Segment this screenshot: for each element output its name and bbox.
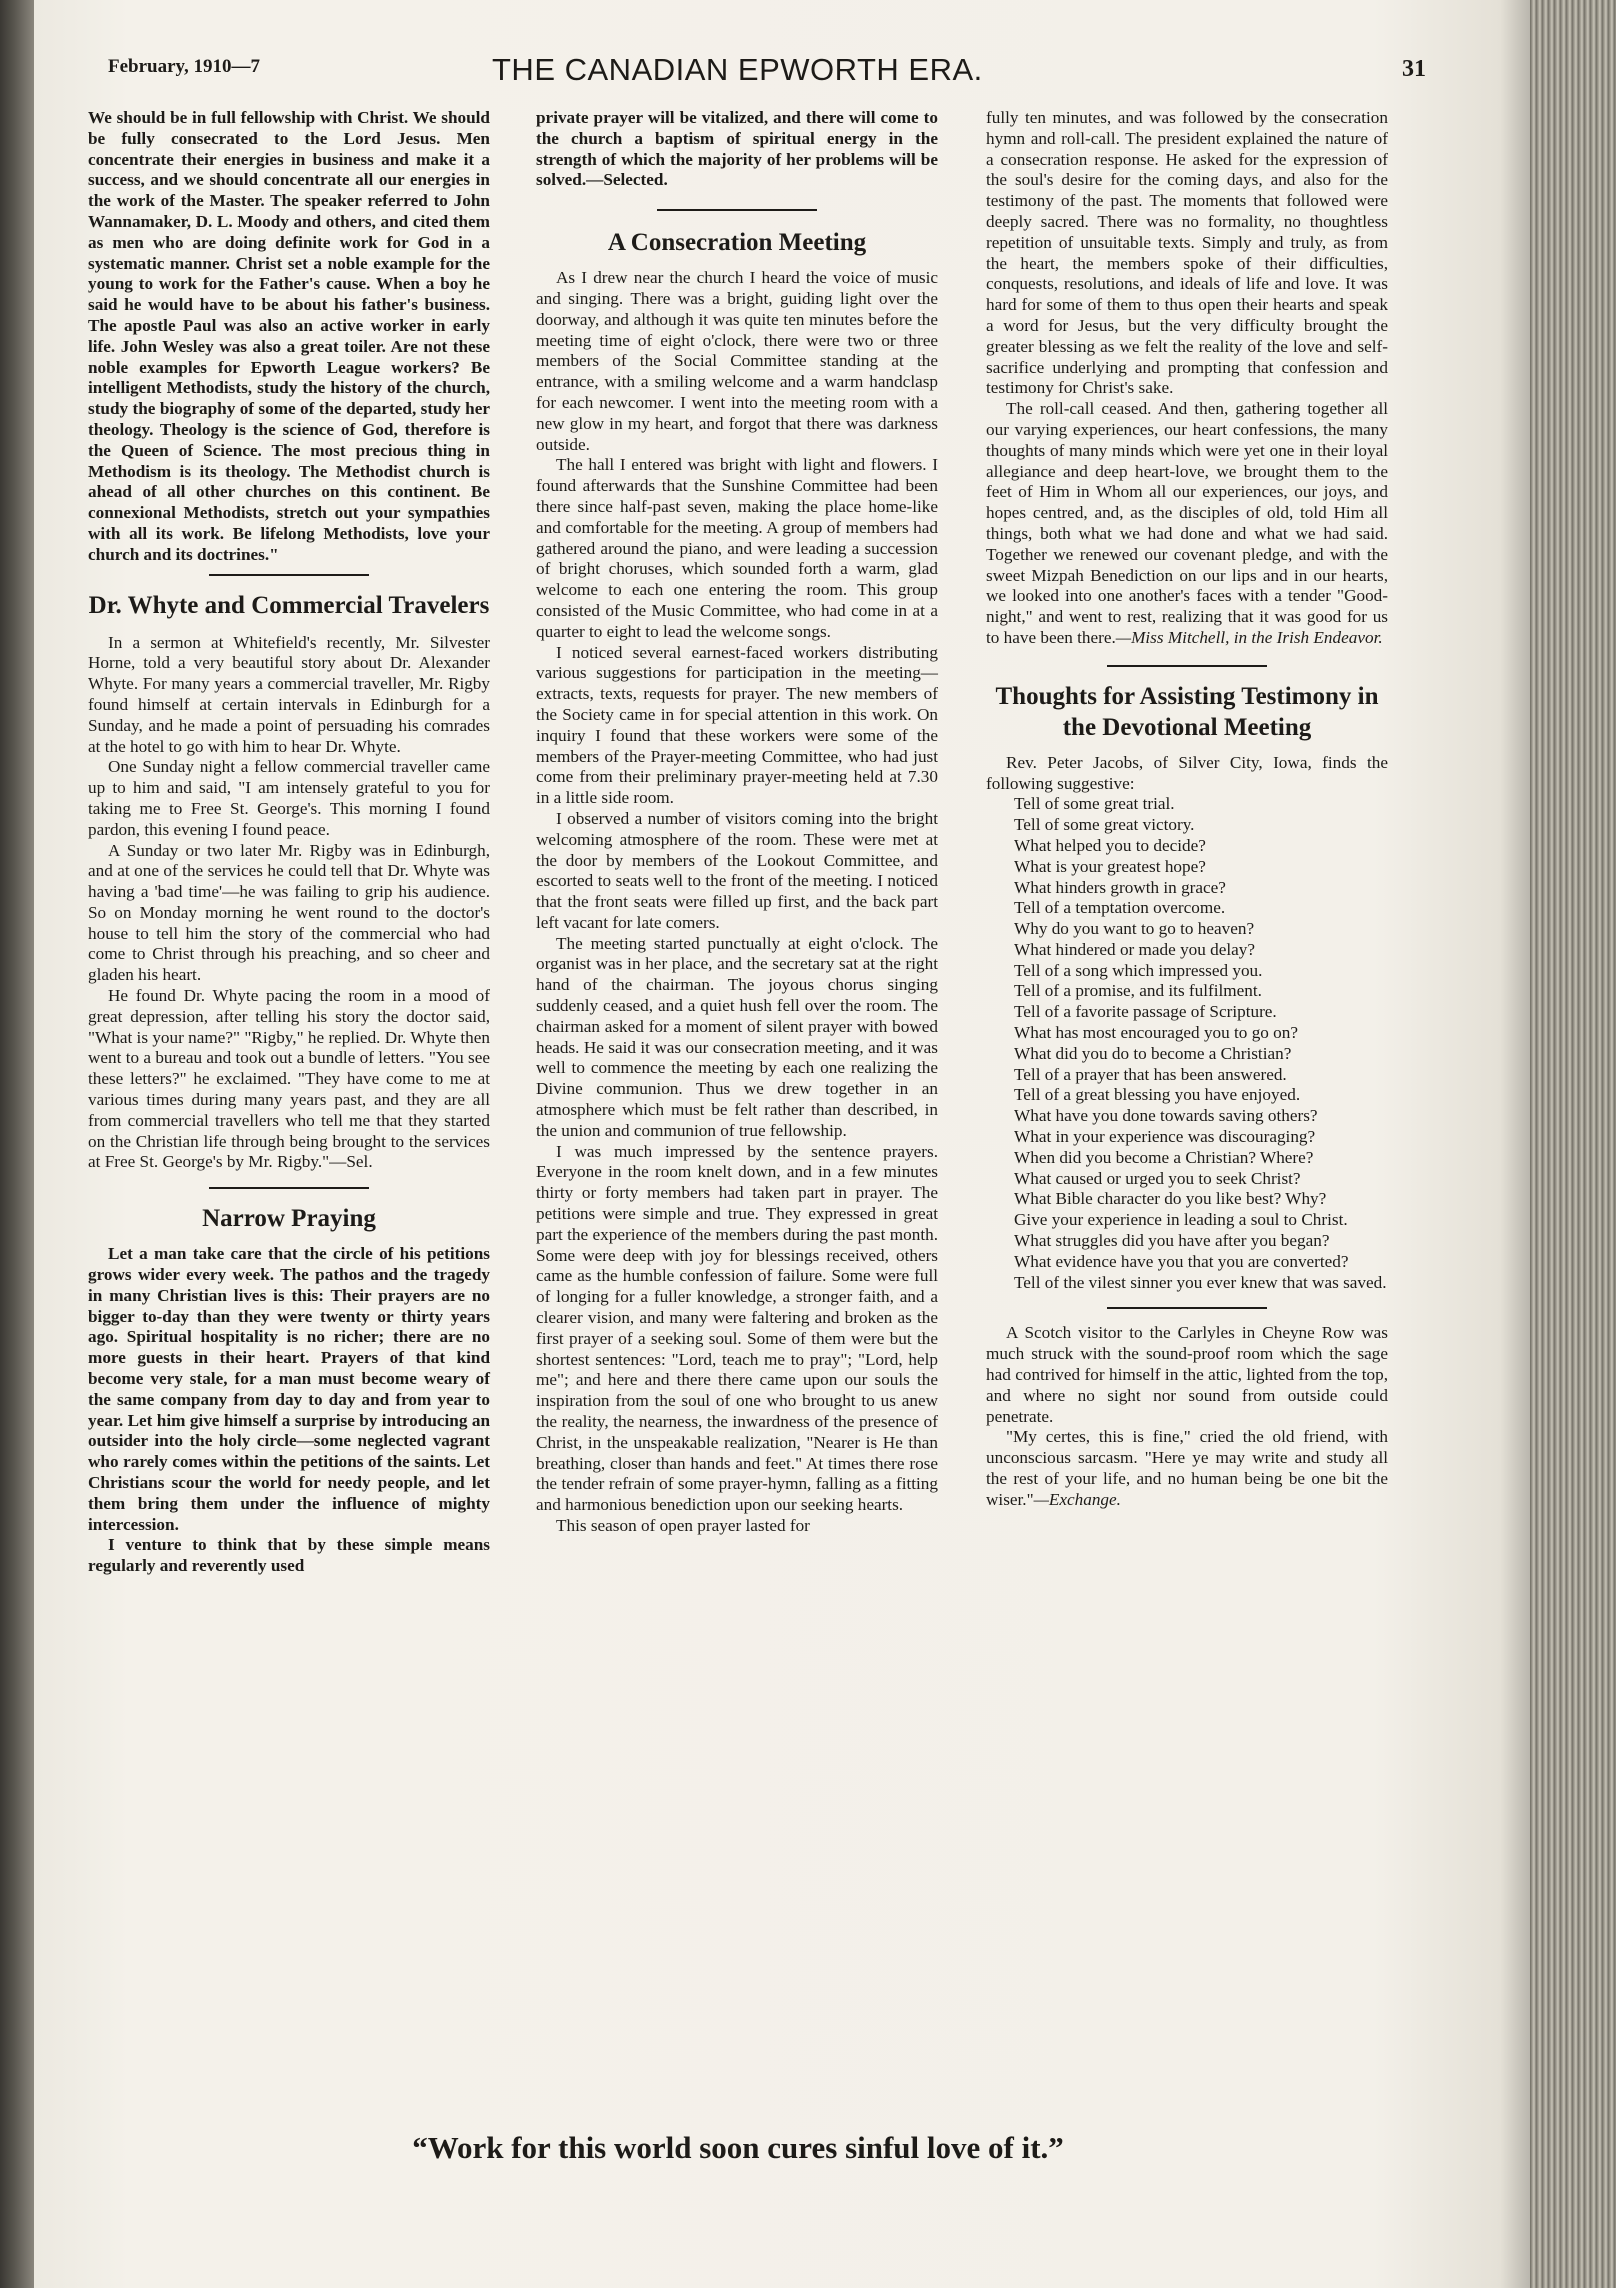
article-title-thoughts: Thoughts for Assisting Testimony in the Devotional Meeting <box>995 682 1379 741</box>
suggestion-item: What have you done towards saving others? <box>1014 1106 1318 1126</box>
carlyle-paragraph-2 <box>986 1427 1388 1510</box>
whyte-paragraph-2: One Sunday night a fellow commercial traveller came up to him and said, "I am intensely grateful to you for taking me to Free St. George's. This morning I found pardon, this evening I found peace. <box>88 757 490 839</box>
suggestion-item: What has most encouraged you to go on? <box>1014 1023 1298 1043</box>
suggestion-item: What helped you to decide? <box>1014 835 1206 855</box>
whyte-paragraph-4: He found Dr. Whyte pacing the room in a mood of great depression, after telling his story the doctor said, "What is your name?" "Rigby," he replied. Dr. Whyte then went to a bureau and took out a bundle of letters. "You see these letters?" he exclaimed. "They have come to me at various times during many years past, and they are all from commercial travellers who tell me that they started on the Christian life through being brought to the services at Free St. George's by Mr. Rigby."—Sel. <box>88 986 490 1172</box>
issue-date: February, 1910—7 <box>108 56 260 77</box>
suggestion-item: Tell of the vilest sinner you ever knew that was saved. <box>1014 1272 1387 1292</box>
narrow-paragraph-1: Let a man take care that the circle of his petitions grows wider every week. The pathos and the tragedy in many Christian lives is this: Their prayers are no bigger to-day than they were twenty or thirty years ago. Spiritual hospitality is no richer; there are no more guests in their heart. Prayers of that kind become very stale, for a man must become weary of the same company from day to day and from year to year. Let him give himself a surprise by introducing an outsider into the holy circle—some neglected vagrant who rarely comes within the petitions of the saints. Let Christians scour the world for needy people, and let them bring them under the influence of mighty intercession. <box>88 1244 490 1534</box>
section-divider <box>1107 1307 1267 1309</box>
consecration-paragraph-7: This season of open prayer lasted for <box>556 1516 810 1535</box>
suggestion-item: What hinders growth in grace? <box>1014 877 1226 897</box>
column-2 <box>536 108 938 1537</box>
suggestion-list <box>986 794 1388 1293</box>
narrow-paragraph-2: I venture to think that by these simple means regularly and reverently used <box>88 1535 490 1576</box>
whyte-paragraph-3: A Sunday or two later Mr. Rigby was in Edinburgh, and at one of the services he could tell that Dr. Whyte was having a 'bad time'—he was failing to grip his audience. So on Monday morning he went round to the doctor's house to tell him the story of the commercial who had come to Christ through his preaching, and so cheer and gladen his heart. <box>88 840 490 985</box>
column-3 <box>986 108 1388 1511</box>
suggestion-item: Tell of a temptation overcome. <box>1014 898 1226 918</box>
consecration-paragraph-6: I was much impressed by the sentence prayers. Everyone in the room knelt down, and in a few minutes thirty or forty members had taken part in prayer. The petitions were simple and true. They expressed in great part the experience of the members during the past month. Some were deep with joy for blessings received, others came as the humble confession of failure. Some were full of longing for a fuller knowledge, a stronger faith, and a clearer vision, and many were faltering and broken as the first prayer of a seeking soul. Some of them were but the shortest sentences: "Lord, teach me to pray"; "Lord, help me"; and here and there there came upon our souls the inspiration from the soul of one who brought to us anew the reality, the nearness, the inwardness of the presence of Christ, in the unspeakable realization, "Nearer is He than breathing, closer than hands and feet." At times there rose the tender refrain of some prayer-hymn, falling as a fitting and harmonious benediction upon our seeking hearts. <box>536 1141 938 1515</box>
suggestion-item: Give your experience in leading a soul to Christ. <box>1014 1210 1348 1230</box>
publication-title: THE CANADIAN EPWORTH ERA. <box>492 52 983 87</box>
section-divider <box>209 1187 369 1189</box>
carlyle-paragraph-2-text: "My certes, this is fine," cried the old friend, with unconscious sarcasm. "Here ye may write and study all the rest of your life, and no human being be one bit the wiser." <box>986 1427 1388 1509</box>
suggestion-item: Tell of some great trial. <box>1014 794 1175 814</box>
suggestion-item: What did you do to become a Christian? <box>1014 1043 1292 1063</box>
consecration-closing-text: The roll-call ceased. And then, gathering together all our varying experiences, our heart confessions, the many thoughts of many minds which were yet one in their loyal allegiance and deep heart-love, we brought them to the feet of Him in Whom all our experiences, our joys, and hopes centred, and, as the disciples of old, told Him all things, both what we had done and what we had said. Together we renewed our covenant pledge, and with the sweet Mizpah Benediction on our lips and in our hearts, we looked into one another's faces with a tender "Good-night," and went to rest, realizing that it was good for us to have been there. <box>986 399 1388 647</box>
suggestion-item: When did you become a Christian? Where? <box>1014 1147 1314 1167</box>
suggestion-item: Tell of a promise, and its fulfilment. <box>1014 981 1262 1001</box>
consecration-continuation: fully ten minutes, and was followed by the consecration hymn and roll-call. The president explained the nature of a consecration response. He asked for the expression of the soul's desire for the coming days, and also for the testimony of the past. The moments that followed were deeply sacred. There was no formality, no thoughtless repetition of unsuitable texts. Simply and truly, as from the heart, the members spoke of their difficulties, conquests, resolutions, and ideals of life and love. It was hard for some of them to thus open their hearts and speak a word for Jesus, but the very difficulty brought the greater blessing as we felt the reality of the love and self-sacrifice underlying and prompting that confession and testimony for Christ's sake. <box>986 108 1388 398</box>
article-title-narrow-praying: Narrow Praying <box>202 1205 376 1233</box>
page-number: 31 <box>1402 56 1426 82</box>
running-header <box>106 48 1426 98</box>
carlyle-paragraph-1: A Scotch visitor to the Carlyles in Cheyne Row was much struck with the sound-proof room which the sage had contrived for himself in the attic, lighted from the top, and where no sight nor sound from outside could penetrate. <box>986 1323 1388 1426</box>
suggestion-item: What Bible character do you like best? Why? <box>1014 1189 1327 1209</box>
consecration-paragraph-4: I observed a number of visitors coming into the bright welcoming atmosphere of the room. These were met at the door by members of the Lookout Committee, and escorted to seats well to the front of the meeting. I noticed that the front seats were filled up first, and the back part left vacant for late comers. <box>536 808 938 932</box>
consecration-closing <box>986 399 1388 649</box>
suggestion-item: What is your greatest hope? <box>1014 856 1206 876</box>
suggestion-item: What in your experience was discouraging? <box>1014 1127 1316 1147</box>
suggestion-item: What struggles did you have after you began? <box>1014 1231 1330 1251</box>
section-divider <box>657 209 817 211</box>
section-divider <box>209 574 369 576</box>
footer-quote-text: “Work for this world soon cures sinful love of it.” <box>412 2130 1064 2165</box>
suggestion-item: Why do you want to go to heaven? <box>1014 919 1255 939</box>
article-title-whyte: Dr. Whyte and Commercial Travelers <box>88 591 490 619</box>
suggestion-item: Tell of a song which impressed you. <box>1014 960 1263 980</box>
suggestion-item: Tell of some great victory. <box>1014 815 1195 835</box>
speech-conclusion: We should be in full fellowship with Christ. We should be fully consecrated to the Lord Jesus. Men concentrate their energies in business and make it a success, and we should concentrate all our energies in the work of the Master. The speaker referred to John Wannamaker, D. L. Moody and others, and cited them as men who are doing definite work for God in a systematic manner. Christ set a noble example for the young to work for the Father's cause. When a boy he said he would have to be about his father's business. The apostle Paul was also an active worker in early life. John Wesley was also a great toiler. Are not these noble examples for Epworth League workers? Be intelligent Methodists, study the history of the church, study the biography of some of the departed, study her theology. Theology is the science of God, therefore is the Queen of Science. The most precious thing in Methodism is its theology. The Methodist church is ahead of all other churches on this continent. Be connexional Methodists, stretch out your sympathies with all its work. Be lifelong Methodists, love your church and its doctrines." <box>88 108 490 564</box>
suggestion-item: What evidence have you that you are converted? <box>1014 1251 1349 1271</box>
attribution: —Exchange. <box>1033 1489 1121 1509</box>
consecration-paragraph-1: As I drew near the church I heard the voice of music and singing. There was a bright, guiding light over the doorway, and although it was quite ten minutes before the meeting time of eight o'clock, there were two or three members of the Social Committee standing at the entrance, with a smiling welcome and a warm handclasp for each newcomer. I went into the meeting room with a new glow in my heart, and forgot that there was darkness outside. <box>536 268 938 454</box>
attribution: —Miss Mitchell, in the Irish Endeavor. <box>1115 627 1383 647</box>
article-title-consecration: A Consecration Meeting <box>607 229 867 257</box>
consecration-paragraph-2: The hall I entered was bright with light and flowers. I found afterwards that the Sunshine Committee had been there since half-past seven, making the place home-like and comfortable for the meeting. A group of members had gathered around the piano, and were leading a succession of bright choruses, which sounded forth a warm, glad welcome to each one entering the room. This group consisted of the Music Committee, who had come in at a quarter to eight to lead the welcome songs. <box>536 455 938 641</box>
suggestion-item: What caused or urged you to seek Christ? <box>1014 1168 1301 1188</box>
page-edges <box>1530 0 1616 2288</box>
consecration-paragraph-3: I noticed several earnest-faced workers distributing various suggestions for participation in the meeting—extracts, texts, requests for prayer. The new members of the Society came in for special attention in this work. On inquiry I found that these workers were some of the members of the Prayer-meeting Committee, who had just come from their preliminary prayer-meeting held at 7.30 in a little side room. <box>536 642 938 808</box>
section-divider <box>1107 665 1267 667</box>
suggestion-item: Tell of a great blessing you have enjoyed. <box>1014 1085 1301 1105</box>
suggestion-item: Tell of a favorite passage of Scripture. <box>1014 1002 1277 1022</box>
page-binding <box>0 0 34 2288</box>
column-1 <box>88 108 490 1577</box>
thoughts-intro: Rev. Peter Jacobs, of Silver City, Iowa, finds the following suggestive: <box>986 752 1388 793</box>
page-gutter-shadow <box>1500 0 1532 2288</box>
consecration-paragraph-5: The meeting started punctually at eight o'clock. The organist was in her place, and the secretary sat at the right hand of the chairman. The joyous chorus singing suddenly ceased, and a quiet hush fell over the room. The chairman asked for a moment of silent prayer with bowed heads. He said it was our consecration meeting, and it was well to commence the meeting by each one realizing the Divine communion. Thus we drew together in an atmosphere which must be felt rather than described, in the union and communion of true fellowship. <box>536 933 938 1140</box>
footer-quote <box>0 2130 1616 2166</box>
suggestion-item: Tell of a prayer that has been answered. <box>1014 1064 1287 1084</box>
suggestion-item: What hindered or made you delay? <box>1014 939 1256 959</box>
whyte-paragraph-1: In a sermon at Whitefield's recently, Mr. Silvester Horne, told a very beautiful story about Dr. Alexander Whyte. For many years a commercial traveller, Mr. Rigby found himself at certain intervals in Edinburgh for a Sunday, and he made a point of persuading his comrades at the hotel to go with him to hear Dr. Whyte. <box>88 632 490 756</box>
narrow-continuation: private prayer will be vitalized, and there will come to the church a baptism of spiritual energy in the strength of which the majority of her problems will be solved.—Selected. <box>536 108 938 190</box>
